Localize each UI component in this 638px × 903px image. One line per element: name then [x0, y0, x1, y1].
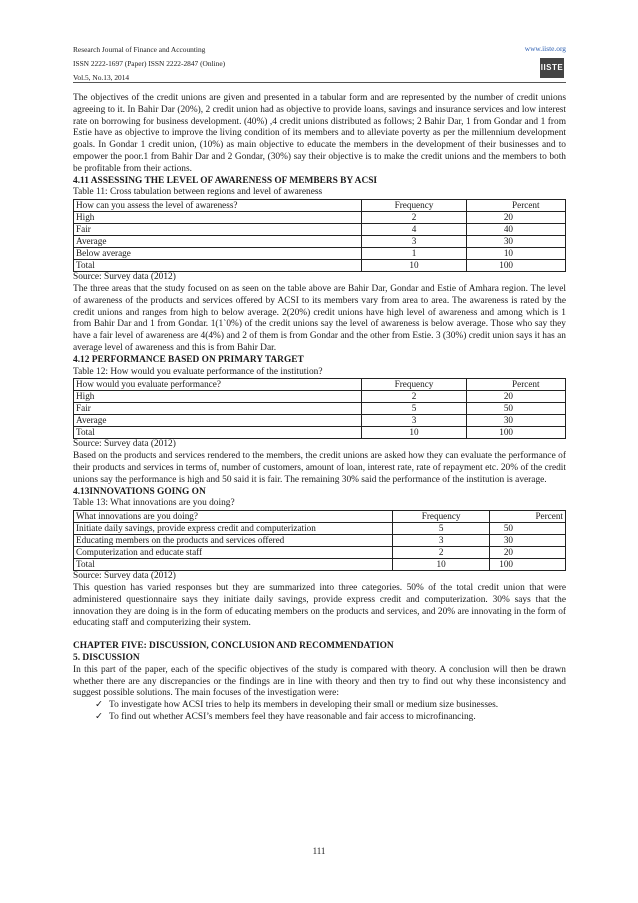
- table-cell: 2: [392, 547, 490, 559]
- header-url[interactable]: www.iiste.org: [524, 44, 566, 53]
- table-cell: 1: [362, 248, 467, 260]
- header-issn: ISSN 2222-1697 (Paper) ISSN 2222-2847 (Online): [73, 59, 226, 68]
- table-cell: 100: [490, 559, 566, 571]
- intro-paragraph: The objectives of the credit unions are given and presented in a tabular form and are represented by the number of credit unions agreeing to it. In Bahir Dar (20%), 2 credit union had as objective to provide loans, savings and insurance services and low interest rate on borrowing for business development. (40%) ,4 credit unions distributed as follows; 2 Bahir Dar, 1 from Gondar and 1 from Estie have as objective to improve the living condition of its members and to alleviate poverty as per the millennium development goals. In Gondar 1 credit union, (10%) as main objective to educate the members in the development of their businesses and to empower the poor.1 from Bahir Dar and 2 Gondar, (30%) say their objective is to make the credit unions and the members to both be profitable from their actions.: [73, 93, 566, 174]
- section-4-11-paragraph: The three areas that the study focused on as seen on the table above are Bahir Dar, Gondar and Estie of Amhara region. The level of awareness of the products and services offered by ACSI to its members vary from area to area. The awareness is rated by the credit unions and ranges from high to below average. 2(20%) credit unions have high level of awareness and among which is 1 from Bahir Dar and 1 from Gondar. 1(1`0%) of the credit unions say the level of awareness is below average. Those who say they have a fair level of awareness are 4(4%) and 2 of them is from Gondar and the other from Estie. 3 (30%) credit union says it has an average level of awareness and this is from Bahir Dar.: [73, 283, 566, 353]
- table-cell: 2: [362, 212, 467, 224]
- table-row: [74, 547, 566, 559]
- table-cell: Total: [74, 260, 362, 272]
- table-header-cell: What innovations are you doing?: [74, 511, 393, 523]
- table-cell: 40: [467, 224, 566, 236]
- header-rule: [73, 82, 566, 83]
- table-row: [74, 212, 566, 224]
- table-cell: 2: [362, 391, 467, 403]
- list-item: [95, 700, 566, 712]
- chapter-5-heading: CHAPTER FIVE: DISCUSSION, CONCLUSION AND RECOMMENDATION: [73, 641, 394, 652]
- table-cell: Below average: [74, 248, 362, 260]
- table-header-cell: Frequency: [392, 511, 490, 523]
- spacer: [73, 630, 566, 641]
- table-cell: Fair: [74, 224, 362, 236]
- table-cell: 10: [362, 260, 467, 272]
- table-cell: 50: [467, 403, 566, 415]
- table-row: [74, 403, 566, 415]
- table-cell: 3: [392, 535, 490, 547]
- table-cell: High: [74, 391, 362, 403]
- table-cell: 4: [362, 224, 467, 236]
- table-cell: Average: [74, 415, 362, 427]
- table-cell: 100: [467, 427, 566, 439]
- table-11-source: Source: Survey data (2012): [73, 272, 176, 283]
- table-cell: Fair: [74, 403, 362, 415]
- table-cell: 30: [490, 535, 566, 547]
- table-cell: 10: [467, 248, 566, 260]
- table-cell: 10: [362, 427, 467, 439]
- table-cell: 3: [362, 415, 467, 427]
- table-12-source: Source: Survey data (2012): [73, 439, 176, 450]
- table-cell: 20: [467, 391, 566, 403]
- table-row: [74, 523, 566, 535]
- discussion-subheading: 5. DISCUSSION: [73, 652, 140, 663]
- table-header-cell: How can you assess the level of awareness?: [74, 200, 362, 212]
- header-volume: Vol.5, No.13, 2014: [73, 73, 130, 82]
- table-header-row: [74, 511, 566, 523]
- list-item-text: To investigate how ACSI tries to help its members in developing their small or medium size businesses.: [109, 700, 499, 711]
- table-11-caption: Table 11: Cross tabulation between regions and level of awareness: [73, 187, 323, 198]
- table-header-cell: Percent: [490, 511, 566, 523]
- table-cell: Educating members on the products and services offered: [74, 535, 393, 547]
- table-cell: 20: [490, 547, 566, 559]
- table-cell: 20: [467, 212, 566, 224]
- section-4-13-heading: 4.13INNOVATIONS GOING ON: [73, 486, 206, 497]
- table-row: [74, 535, 566, 547]
- table-cell: 5: [362, 403, 467, 415]
- page-content: [73, 93, 566, 724]
- table-13-source: Source: Survey data (2012): [73, 571, 176, 582]
- iiste-logo: IISTE: [540, 58, 564, 78]
- objectives-list: [73, 700, 566, 724]
- table-cell: 30: [467, 236, 566, 248]
- table-cell: 10: [392, 559, 490, 571]
- table-header-row: [74, 200, 566, 212]
- table-11: [73, 199, 566, 272]
- checkmark-icon: ✓: [95, 711, 103, 722]
- table-cell: Computerization and educate staff: [74, 547, 393, 559]
- table-row: [74, 224, 566, 236]
- table-cell: Total: [74, 427, 362, 439]
- list-item: [95, 712, 566, 724]
- section-4-11-heading: 4.11 ASSESSING THE LEVEL OF AWARENESS OF MEMBERS BY ACSI: [73, 175, 378, 186]
- table-header-cell: How would you evaluate performance?: [74, 379, 362, 391]
- page-number: 111: [312, 846, 326, 856]
- list-item-text: To find out whether ACSI’s members feel they have reasonable and fair access to microfinancing.: [109, 711, 476, 722]
- table-cell: Average: [74, 236, 362, 248]
- section-4-12-paragraph: Based on the products and services rendered to the members, the credit unions are asked how they can evaluate the performance of their products and services in terms of, number of customers, amount of loan, interest rate, rate of repayment etc. 20% of the credit unions say the performance is high and 50 said it is fair. The remaining 30% said the performance of the institution is average.: [73, 451, 566, 485]
- discussion-paragraph: In this part of the paper, each of the specific objectives of the study is compared with theory. A conclusion will then be drawn whether there are any discrepancies or the findings are in line with theory and then try to find out why these inconsistency and suggest possible solutions. The main focuses of the investigation were:: [73, 664, 566, 699]
- table-header-cell: Frequency: [362, 200, 467, 212]
- table-row: [74, 248, 566, 260]
- section-4-13-paragraph: This question has varied responses but they are summarized into three categories. 50% of the total credit union that were administered questionnaire says they initiate daily savings, provide express credit and computerization. 30% says that the innovation they are doing is in the form of educating members on the products and services, and 20% are innovating in the form of educating staff and computerizing their system.: [73, 582, 566, 629]
- table-row: [74, 415, 566, 427]
- table-row: [74, 391, 566, 403]
- header-journal: Research Journal of Finance and Accounting: [73, 45, 206, 54]
- table-total-row: [74, 260, 566, 272]
- table-header-row: [74, 379, 566, 391]
- table-cell: 30: [467, 415, 566, 427]
- table-header-cell: Percent: [467, 379, 566, 391]
- checkmark-icon: ✓: [95, 700, 103, 711]
- table-cell: 50: [490, 523, 566, 535]
- table-header-cell: Frequency: [362, 379, 467, 391]
- table-row: [74, 236, 566, 248]
- table-cell: 100: [467, 260, 566, 272]
- section-4-12-heading: 4.12 PERFORMANCE BASED ON PRIMARY TARGET: [73, 354, 304, 365]
- table-13-caption: Table 13: What innovations are you doing?: [73, 498, 235, 509]
- table-12: [73, 378, 566, 439]
- table-13: [73, 510, 566, 571]
- table-cell: Total: [74, 559, 393, 571]
- table-cell: High: [74, 212, 362, 224]
- table-total-row: [74, 559, 566, 571]
- table-cell: Initiate daily savings, provide express credit and computerization: [74, 523, 393, 535]
- table-cell: 5: [392, 523, 490, 535]
- table-12-caption: Table 12: How would you evaluate performance of the institution?: [73, 366, 323, 377]
- table-cell: 3: [362, 236, 467, 248]
- table-header-cell: Percent: [467, 200, 566, 212]
- table-total-row: [74, 427, 566, 439]
